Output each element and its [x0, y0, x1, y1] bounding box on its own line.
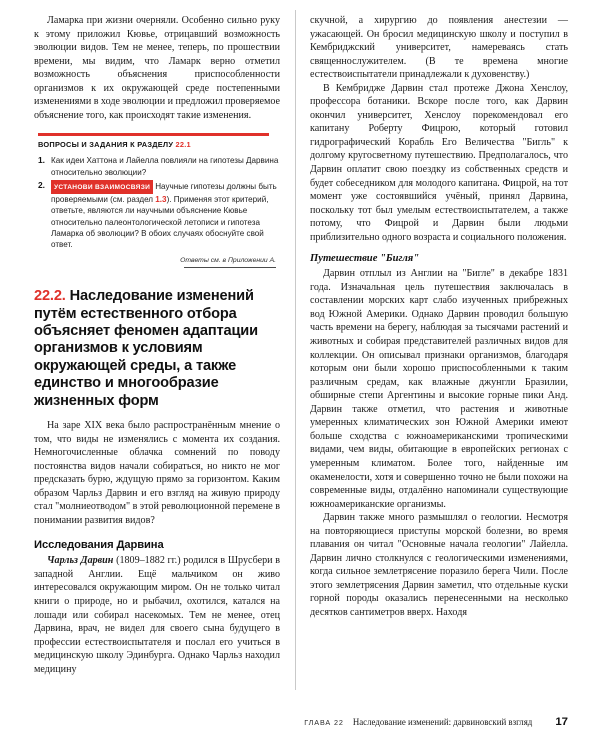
paragraph-medicine-continued: скучной, а хирургию до появления анестезии — ужасающей. Он бросил медицинскую школу и поступил в Кембриджский университет, намереваясь стать священнослужителем. (В те времена многие естествоиспытатели принадлежали к духовенству.): [310, 15, 568, 81]
question-text-before-ref: Научные гипотезы должны быть проверяемыми (см. раздел: [51, 182, 277, 205]
paragraph-section-intro: На заре XIX века было распространённым мнение о том, что виды не изменялись с момента их создания. Немногочисленные облачка сомнений по поводу постоянства видов начали собираться, но никто не мог предсказать бурю, ждущую прямо за горизонтом. Каким образом Чарльз Дарвин и его взгляд на живую природу стал "молниеотводом" в этой революционной перемене в понимании развития видов?: [34, 420, 280, 526]
section-number: 22.2.: [34, 288, 66, 305]
footer-chapter-label: ГЛАВА 22: [304, 718, 344, 727]
lead-in-charles-darwin: Чарльз Дарвин: [47, 555, 114, 567]
left-column: [34, 14, 280, 676]
subsection-heading-darwin-research: Исследования Дарвина: [34, 539, 164, 552]
section-reference: 1.3: [155, 195, 167, 205]
paragraph-voyage: Дарвин отплыл из Англии на "Бигле" в декабре 1831 года. Изначальная цель путешествия заключалась в составлении морских карт слабо изученных прибрежных вод Южной Америки. Однако Дарвин проводил большую часть времени на берегу, наблюдая за тысячами растений и животных и собирая представителей различных видов для коллекции. Он описывал признаки организмов, благодаря которым они были хорошо приспособленными к таким различным средам, как влажные джунгли Бразилии, обширные степи Аргентины и высокие горные пики Анд. Дарвин также отметил, что растения и животные умеренных климатических зон Южной Америки имеют больше сходства с южноамериканскими тропическими видами, чем виды, обитающие в европейских регионах с умеренным климатом. Более того, найденные им окаменелости, хотя и совершенно точно не были похожи на современные виды, отдалённо напоминали существующие южноамериканские организмы.: [310, 268, 568, 510]
questions-box-title-text: ВОПРОСЫ И ЗАДАНИЯ К РАЗДЕЛУ: [38, 140, 174, 150]
question-marker: 2.: [38, 180, 45, 191]
right-column: [310, 14, 568, 620]
question-text: Как идеи Хаттона и Лайелла повлияли на гипотезы Дарвина относительно эволюции?: [51, 156, 279, 177]
question-item-1: [34, 155, 280, 177]
subsection-heading-beagle-voyage: Путешествие "Бигля": [310, 253, 420, 265]
questions-box-top-rule: [38, 133, 269, 136]
question-item-2: [34, 180, 280, 250]
page-footer: [34, 716, 568, 730]
questions-box-bottom-rule: [184, 267, 276, 268]
section-heading: [34, 288, 280, 410]
section-title: Наследование изменений путём естественного отбора объясняет феномен адаптации организмов к условиям окружающей среды, а также единство и многообразие жизненных форм: [34, 288, 258, 409]
make-connections-badge: УСТАНОВИ ВЗАИМОСВЯЗИ: [51, 180, 153, 194]
paragraph-cambridge: В Кембридже Дарвин стал протеже Джона Хенслоу, профессора ботаники. Вскоре после того, как Дарвин окончил университет, Хенслоу порекомендовал его капитану Роберту Фицрою, который готовил гидрографический Корабль Его Величества "Бигль" к долгому кругосветному путешествию. Предполагалось, что Дарвин оплатит свою поездку из собственных средств и будет собеседником для молодого капитана. Фицрой, на тот момент уже состоявшийся учёный, принял Дарвина, поскольку тот был умелым естествоиспытателем, а также потому, что Фицрой и Дарвин были людьми приблизительно одного возраста и социального положения.: [310, 82, 568, 243]
column-divider: [295, 10, 296, 690]
paragraph-lamarck: Ламарка при жизни очерняли. Особенно сильно руку к этому приложил Кювье, отрицавший возможность эволюции видов. Тем не менее, теперь, по прошествии времени, мы видим, что Ламарк верно отметил возможность объяснения приспособленности организмов к их окружающей среде постепенными изменениями в ходе эволюции и предложил проверяемое объяснение того, как происходят такие изменения.: [34, 15, 280, 121]
paragraph-darwin-biography-text: (1809–1882 гг.) родился в Шрусбери в западной Англии. Ещё мальчиком он живо интересовался окружающим миром. Он не только читал книги о природе, но и рыбачил, охотился, катался на лошади или собирал насекомых. Тем не менее, отец Дарвина, врач, не видел для своего сына будущего в профессии естествоиспытателя и послал его учиться в медицинскую школу Эдинбурга. Однако Чарльз находил медицину: [34, 555, 280, 675]
questions-list: [34, 155, 280, 250]
questions-box-section-number: 22.1: [175, 140, 191, 150]
footer-chapter-title: Наследование изменений: дарвиновский взгляд: [352, 717, 533, 727]
questions-box: [34, 133, 280, 268]
questions-box-title: [38, 140, 280, 149]
footer-page-number: 17: [555, 716, 568, 728]
answers-note: Ответы см. в Приложении А.: [180, 257, 276, 265]
question-text-after-ref: ). Применяя этот критерий, ответьте, являются ли научными объяснение Кювье относительно палеонтологической летописи и гипотеза Ламарка об эволюции? В обоих случаях обоснуйте свой ответ.: [51, 195, 269, 249]
question-marker: 1.: [38, 155, 45, 166]
paragraph-geology: Дарвин также много размышлял о геологии. Несмотря на повторяющиеся приступы морской болезни, во время плавания он читал "Основные начала геологии" Лайелла. Дарвин лично столкнулся с геологическими изменениями, когда сильное землетрясение поразило берега Чили. После этого землетрясения Дарвин заметил, что отдельные куски горной породы оказались перенесенными на несколько десятков сантиметров вверх. Находя: [310, 512, 568, 618]
paragraph-darwin-biography: [34, 554, 280, 676]
